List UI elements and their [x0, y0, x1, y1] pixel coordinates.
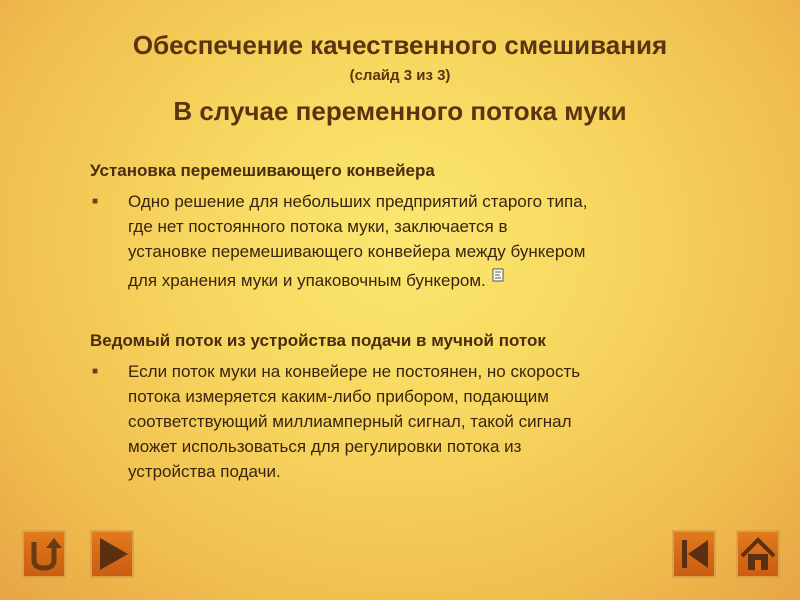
bullet-text: [128, 189, 728, 293]
bullet-marker: ■: [92, 196, 99, 207]
bullet-line: устройства подачи.: [128, 462, 281, 481]
home-icon: [738, 532, 778, 576]
bullet-line-text: для хранения муки и упаковочным бункером.: [128, 271, 486, 290]
home-button[interactable]: [736, 530, 780, 578]
next-icon: [92, 532, 132, 576]
section-heading-conveyor: Установка перемешивающего конвейера: [90, 161, 435, 180]
bullet-line: [128, 264, 728, 293]
sound-icon[interactable]: [492, 264, 504, 278]
bullet-marker: ■: [92, 366, 99, 377]
bullet-line: Одно решение для небольших предприятий старого типа,: [128, 192, 588, 211]
next-button[interactable]: [90, 530, 134, 578]
slide-subtitle: В случае переменного потока муки: [173, 96, 627, 126]
slide-title: Обеспечение качественного смешивания: [132, 30, 668, 60]
bullet-line: Если поток муки на конвейере не постоянен, но скорость: [128, 362, 581, 381]
slide-counter: (слайд 3 из 3): [349, 67, 451, 84]
first-slide-icon: [674, 532, 714, 576]
bullet-text: [128, 359, 728, 484]
bullet-line: где нет постоянного потока муки, заключается в: [128, 217, 508, 236]
bullet-line: может использоваться для регулировки потока из: [128, 437, 522, 456]
return-icon: [24, 532, 64, 576]
first-slide-button[interactable]: [672, 530, 716, 578]
section-heading-slave-flow: Ведомый поток из устройства подачи в мучной поток: [90, 331, 546, 350]
bullet-line: соответствующий миллиамперный сигнал, такой сигнал: [128, 412, 572, 431]
bullet-line: установке перемешивающего конвейера между бункером: [128, 242, 586, 261]
return-button[interactable]: [22, 530, 66, 578]
bullet-line: потока измеряется каким-либо прибором, подающим: [128, 387, 549, 406]
